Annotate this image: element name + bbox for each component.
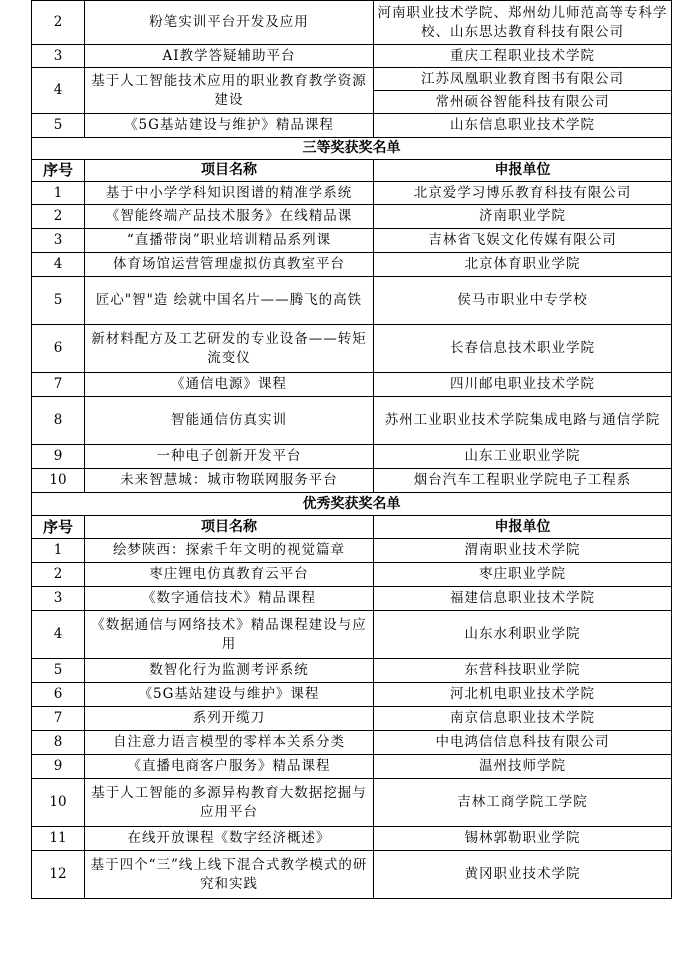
project-name: 《5G基站建设与维护》课程 [85, 683, 374, 707]
applicant-unit: 山东信息职业技术学院 [374, 114, 672, 138]
award-table [31, 0, 672, 899]
section-title-row [32, 493, 672, 516]
project-name: 《通信电源》课程 [85, 373, 374, 397]
row-number: 5 [32, 114, 85, 138]
table-row [32, 539, 672, 563]
row-number: 3 [32, 587, 85, 611]
applicant-unit: 四川邮电职业技术学院 [374, 373, 672, 397]
project-name: 绘梦陕西：探索千年文明的视觉篇章 [85, 539, 374, 563]
applicant-unit: 重庆工程职业技术学院 [374, 45, 672, 68]
applicant-unit: 苏州工业职业技术学院集成电路与通信学院 [374, 397, 672, 445]
header-number: 序号 [32, 160, 85, 182]
applicant-unit: 黄冈职业技术学院 [374, 851, 672, 899]
table-row [32, 205, 672, 229]
row-number: 6 [32, 683, 85, 707]
row-number: 6 [32, 325, 85, 373]
excellence-prize-title: 优秀奖获奖名单 [32, 493, 672, 516]
project-name: 体育场馆运营管理虚拟仿真教室平台 [85, 253, 374, 277]
project-name: 自注意力语言模型的零样本关系分类 [85, 731, 374, 755]
project-name: 枣庄锂电仿真教育云平台 [85, 563, 374, 587]
table-row [32, 611, 672, 659]
applicant-unit: 烟台汽车工程职业学院电子工程系 [374, 469, 672, 493]
third-prize-title: 三等奖获奖名单 [32, 138, 672, 160]
row-number: 3 [32, 45, 85, 68]
applicant-unit: 福建信息职业技术学院 [374, 587, 672, 611]
row-number: 3 [32, 229, 85, 253]
table-row [32, 68, 672, 91]
header-applicant-unit: 申报单位 [374, 160, 672, 182]
table-row [32, 325, 672, 373]
row-number: 1 [32, 539, 85, 563]
table-row [32, 563, 672, 587]
table-row [32, 779, 672, 827]
project-name: 《数字通信技术》精品课程 [85, 587, 374, 611]
table-row [32, 683, 672, 707]
applicant-unit: 吉林省飞娱文化传媒有限公司 [374, 229, 672, 253]
header-project-name: 项目名称 [85, 160, 374, 182]
applicant-unit: 南京信息职业技术学院 [374, 707, 672, 731]
row-number: 4 [32, 253, 85, 277]
applicant-unit: 枣庄职业学院 [374, 563, 672, 587]
row-number: 4 [32, 611, 85, 659]
table-row [32, 731, 672, 755]
table-row [32, 851, 672, 899]
table-row [32, 114, 672, 138]
section-title-row [32, 138, 672, 160]
project-name: 数智化行为监测考评系统 [85, 659, 374, 683]
table-row [32, 277, 672, 325]
project-name: 《5G基站建设与维护》精品课程 [85, 114, 374, 138]
row-number: 9 [32, 755, 85, 779]
project-name: 《数据通信与网络技术》精品课程建设与应用 [85, 611, 374, 659]
applicant-unit: 北京体育职业学院 [374, 253, 672, 277]
row-number: 5 [32, 277, 85, 325]
row-number: 1 [32, 182, 85, 205]
row-number: 8 [32, 731, 85, 755]
applicant-unit: 河北机电职业技术学院 [374, 683, 672, 707]
project-name: 基于人工智能的多源异构教育大数据挖掘与应用平台 [85, 779, 374, 827]
table-row [32, 182, 672, 205]
table-row [32, 827, 672, 851]
header-project-name: 项目名称 [85, 516, 374, 539]
applicant-unit: 济南职业学院 [374, 205, 672, 229]
row-number: 7 [32, 707, 85, 731]
project-name: 基于中小学学科知识图谱的精准学系统 [85, 182, 374, 205]
project-name: 新材料配方及工艺研发的专业设备——转矩流变仪 [85, 325, 374, 373]
project-name: 匠心"智"造 绘就中国名片——腾飞的高铁 [85, 277, 374, 325]
project-name: AI教学答疑辅助平台 [85, 45, 374, 68]
project-name: 粉笔实训平台开发及应用 [85, 1, 374, 45]
applicant-unit: 山东水利职业学院 [374, 611, 672, 659]
table-row [32, 45, 672, 68]
table-row [32, 229, 672, 253]
row-number: 11 [32, 827, 85, 851]
header-row [32, 160, 672, 182]
applicant-unit: 中电鸿信信息科技有限公司 [374, 731, 672, 755]
applicant-unit: 河南职业技术学院、郑州幼儿师范高等专科学校、山东思达教育科技有限公司 [374, 1, 672, 45]
project-name: 系列开缆刀 [85, 707, 374, 731]
row-number: 2 [32, 1, 85, 45]
applicant-unit: 长春信息技术职业学院 [374, 325, 672, 373]
table-row [32, 373, 672, 397]
project-name: 基于人工智能技术应用的职业教育教学资源建设 [85, 68, 374, 114]
applicant-unit: 山东工业职业学院 [374, 445, 672, 469]
project-name: 基于四个“三”线上线下混合式教学模式的研究和实践 [85, 851, 374, 899]
table-row [32, 397, 672, 445]
applicant-unit: 渭南职业技术学院 [374, 539, 672, 563]
row-number: 10 [32, 779, 85, 827]
applicant-unit: 侯马市职业中专学校 [374, 277, 672, 325]
project-name: 未来智慧城：城市物联网服务平台 [85, 469, 374, 493]
applicant-unit: 锡林郭勒职业学院 [374, 827, 672, 851]
project-name: 《智能终端产品技术服务》在线精品课 [85, 205, 374, 229]
header-number: 序号 [32, 516, 85, 539]
project-name: 一种电子创新开发平台 [85, 445, 374, 469]
header-row [32, 516, 672, 539]
row-number: 9 [32, 445, 85, 469]
applicant-unit: 江苏凤凰职业教育图书有限公司 [374, 68, 672, 91]
applicant-unit: 东营科技职业学院 [374, 659, 672, 683]
project-name: 智能通信仿真实训 [85, 397, 374, 445]
row-number: 10 [32, 469, 85, 493]
table-row [32, 707, 672, 731]
project-name: “直播带岗”职业培训精品系列课 [85, 229, 374, 253]
table-row [32, 1, 672, 45]
applicant-unit: 温州技师学院 [374, 755, 672, 779]
row-number: 12 [32, 851, 85, 899]
table-row [32, 755, 672, 779]
table-row [32, 469, 672, 493]
row-number: 5 [32, 659, 85, 683]
row-number: 2 [32, 205, 85, 229]
row-number: 2 [32, 563, 85, 587]
row-number: 7 [32, 373, 85, 397]
table-row [32, 659, 672, 683]
row-number: 8 [32, 397, 85, 445]
applicant-unit: 北京爱学习博乐教育科技有限公司 [374, 182, 672, 205]
row-number: 4 [32, 68, 85, 114]
applicant-unit: 吉林工商学院工学院 [374, 779, 672, 827]
header-applicant-unit: 申报单位 [374, 516, 672, 539]
award-list-document [31, 0, 671, 899]
table-row [32, 445, 672, 469]
table-row [32, 587, 672, 611]
applicant-unit: 常州硕谷智能科技有限公司 [374, 91, 672, 114]
table-row [32, 253, 672, 277]
project-name: 《直播电商客户服务》精品课程 [85, 755, 374, 779]
project-name: 在线开放课程《数字经济概述》 [85, 827, 374, 851]
